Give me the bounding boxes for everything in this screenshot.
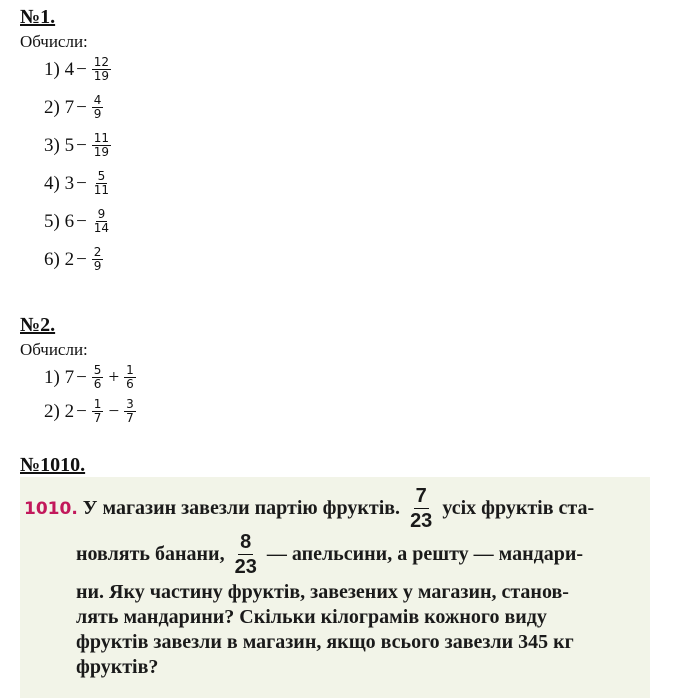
operator: − [76, 366, 87, 388]
task1-title: №1. [20, 6, 56, 28]
task1-item [44, 94, 106, 121]
numerator: 5 [97, 169, 106, 183]
item-number: 2) [44, 400, 60, 422]
numerator: 2 [93, 245, 102, 259]
item-number: 6) [44, 248, 60, 270]
task2-title: №2. [20, 314, 56, 336]
task1-item [44, 170, 114, 197]
problem-line-4: лять мандарини? Скільки кілограмів кожного виду [76, 606, 547, 628]
denominator: 23 [410, 510, 433, 532]
fraction [92, 246, 104, 273]
fraction [92, 398, 104, 425]
problem-line-1 [24, 484, 594, 533]
denominator: 9 [93, 259, 102, 273]
operator: − [76, 248, 87, 270]
numerator: 9 [97, 207, 106, 221]
task2-item [44, 398, 139, 425]
numerator: 3 [126, 397, 134, 411]
numerator: 12 [93, 55, 110, 69]
operator: − [108, 400, 120, 422]
whole-number: 5 [64, 134, 75, 156]
task1-label: Обчисли: [20, 32, 88, 51]
operator: + [108, 366, 120, 388]
fraction [92, 56, 111, 83]
item-number: 3) [44, 134, 60, 156]
whole-number: 2 [64, 248, 75, 270]
denominator: 11 [93, 183, 110, 197]
denominator: 9 [93, 107, 102, 121]
numerator: 1 [93, 397, 102, 411]
item-number: 5) [44, 210, 60, 232]
numerator: 1 [126, 363, 134, 377]
fraction [92, 94, 104, 121]
task3-title: №1010. [20, 454, 86, 476]
fraction [92, 132, 111, 159]
problem-line-2 [76, 530, 583, 579]
task1-item [44, 56, 114, 83]
item-number: 2) [44, 96, 60, 118]
whole-number: 3 [64, 172, 75, 194]
denominator: 7 [93, 411, 102, 425]
denominator: 14 [93, 221, 110, 235]
whole-number: 2 [64, 400, 75, 422]
task2-label: Обчисли: [20, 340, 88, 359]
denominator: 7 [126, 411, 134, 425]
fraction [233, 530, 259, 579]
problem-text: — апельсини, а решту — мандари- [266, 543, 584, 565]
denominator: 23 [234, 556, 257, 578]
task1-item [44, 246, 106, 273]
item-number: 1) [44, 58, 60, 80]
operator: − [76, 210, 87, 232]
numerator: 4 [93, 93, 102, 107]
whole-number: 7 [64, 366, 75, 388]
operator: − [76, 400, 87, 422]
whole-number: 4 [64, 58, 75, 80]
problem-text: У магазин завезли партію фруктів. [82, 497, 401, 519]
numerator: 8 [240, 531, 252, 553]
task1-item [44, 132, 114, 159]
fraction [408, 484, 434, 533]
operator: − [76, 96, 87, 118]
denominator: 6 [93, 377, 102, 391]
problem-number: 1010. [24, 498, 78, 519]
operator: − [76, 172, 87, 194]
fraction [124, 398, 136, 425]
item-number: 4) [44, 172, 60, 194]
numerator: 5 [93, 363, 102, 377]
operator: − [76, 58, 87, 80]
denominator: 19 [93, 145, 110, 159]
problem-line-6: фруктів? [76, 656, 159, 678]
numerator: 7 [415, 485, 427, 507]
problem-line-5: фруктів завезли в магазин, якщо всього завезли 345 кг [76, 631, 574, 653]
task2-item [44, 364, 139, 391]
task1-item [44, 208, 114, 235]
denominator: 6 [126, 377, 134, 391]
whole-number: 6 [64, 210, 75, 232]
denominator: 19 [93, 69, 110, 83]
item-number: 1) [44, 366, 60, 388]
numerator: 11 [93, 131, 110, 145]
whole-number: 7 [64, 96, 75, 118]
fraction [92, 208, 111, 235]
fraction [124, 364, 136, 391]
problem-line-3: ни. Яку частину фруктів, завезених у магазин, станов- [76, 581, 569, 603]
problem-text: усіх фруктів ста- [442, 497, 595, 519]
problem-text: новлять банани, [76, 543, 225, 565]
operator: − [76, 134, 87, 156]
fraction [92, 170, 111, 197]
fraction [92, 364, 104, 391]
